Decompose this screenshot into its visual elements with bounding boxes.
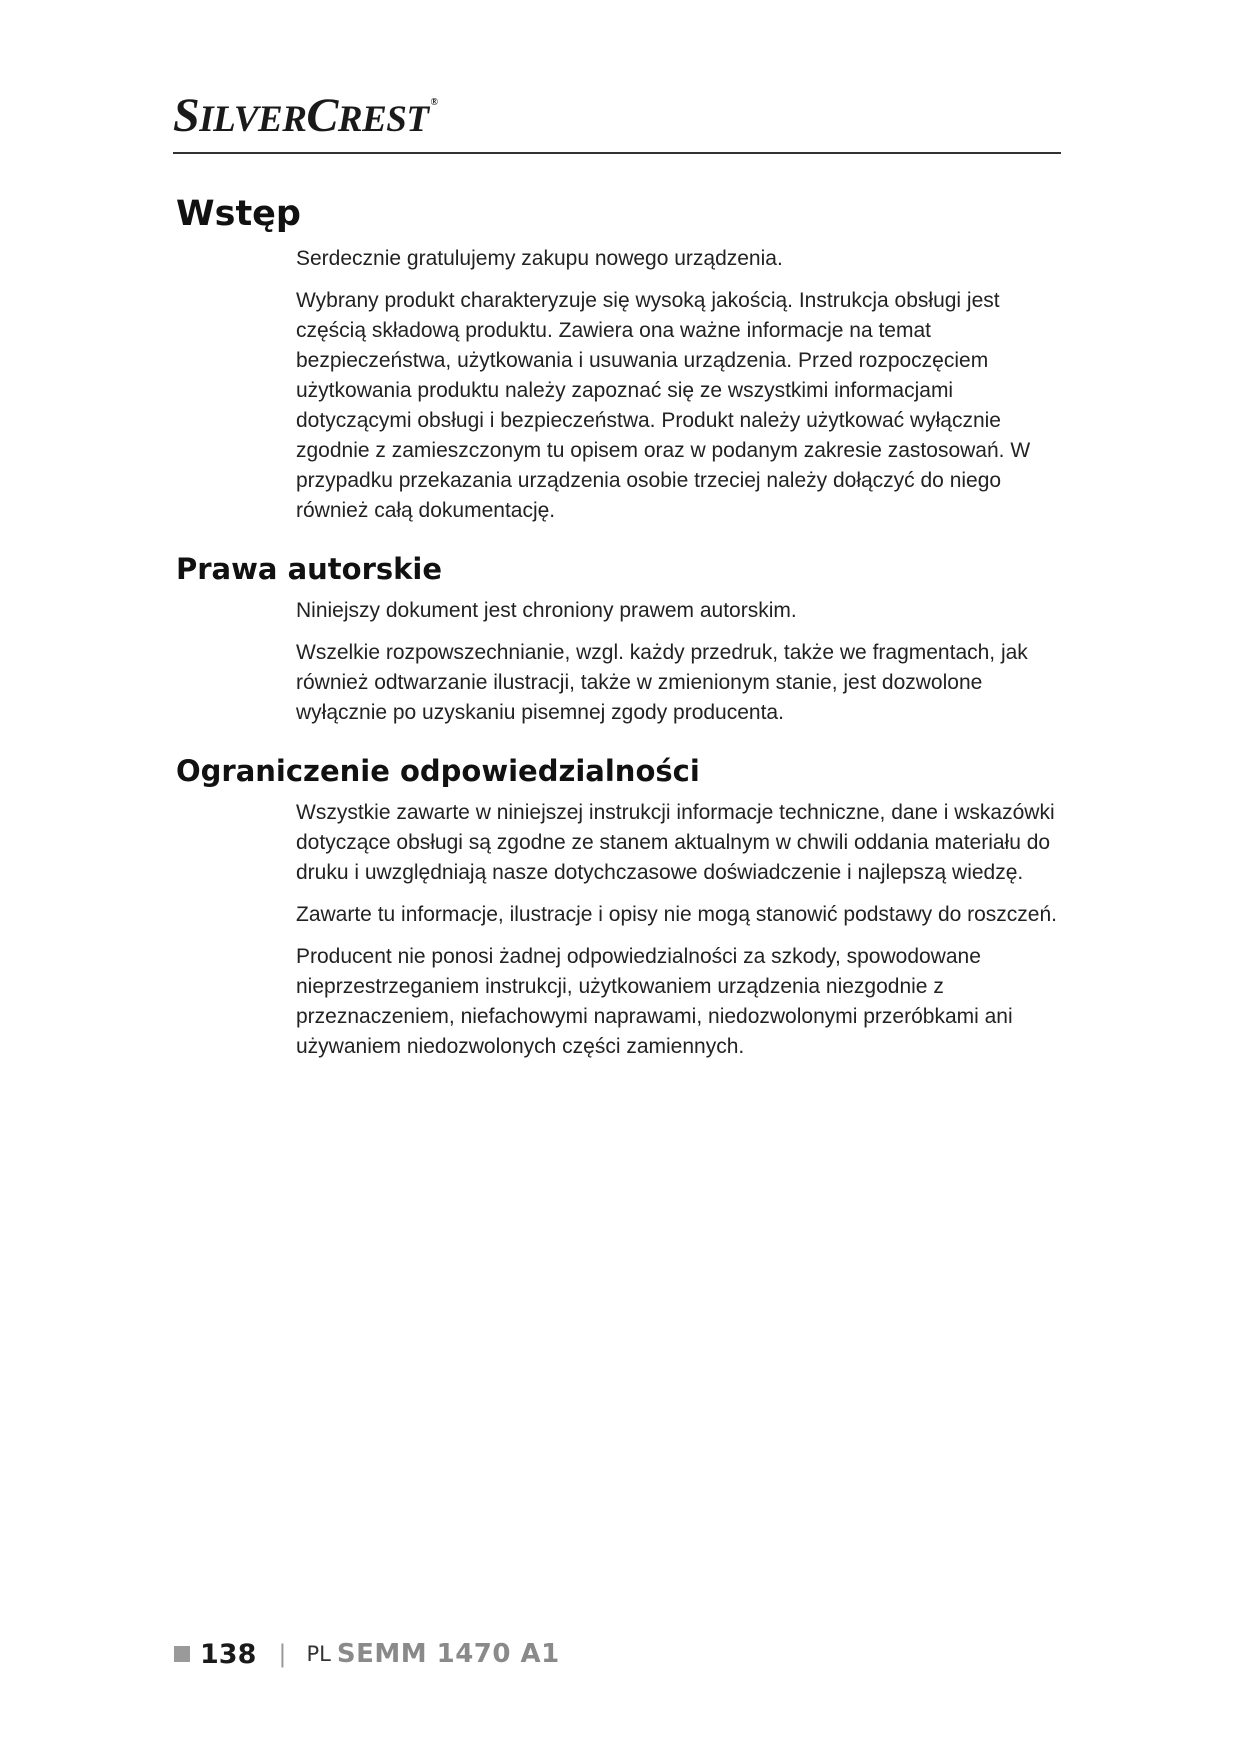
section-title: Prawa autorskie [176,552,443,586]
paragraph: Wszystkie zawarte w niniejszej instrukcji informacje techniczne, dane i wskazówki dotyczące obsługi są zgodne ze stanem aktualnym w chwili oddania materiału do druku i uwzględniają nasze dotychczasowe doświadczenie i najlepszą wiedzę. [296,801,1055,884]
section-liability [176,752,1076,1062]
header-divider [173,152,1061,154]
page-footer [174,1634,560,1674]
section-copyright [176,550,1076,728]
paragraph: Wszelkie rozpowszechnianie, wzgl. każdy przedruk, także we fragmentach, jak również odtwarzanie ilustracji, także w zmienionym stanie, jest dozwolone wyłącznie po uzyskaniu pisemnej zgody producenta. [296,641,1028,724]
section-title: Ograniczenie odpowiedzialności [176,754,700,788]
paragraph: Producent nie ponosi żadnej odpowiedzialności za szkody, spowodowane nieprzestrzeganiem instrukcji, użytkowaniem urządzenia niezgodnie z przeznaczeniem, niefachowymi naprawami, niedozwolonymi przeróbkami ani używaniem niedozwolonych części zamiennych. [296,945,1013,1058]
language-code: PL [306,1642,331,1666]
paragraph: Wybrany produkt charakteryzuje się wysoką jakością. Instrukcja obsługi jest częścią składową produktu. Zawiera ona ważne informacje na temat bezpieczeństwa, użytkowania i usuwania urządzenia. Przed rozpoczęciem użytkowania produktu należy zapoznać się ze wszystkimi informacjami dotyczącymi obsługi i bezpieczeństwa. Produkt należy użytkować wyłącznie zgodnie z zamieszczonym tu opisem oraz w podanym zakresie zastosowań. W przypadku przekazania urządzenia osobie trzeciej należy dołączyć do niego również całą dokumentację. [296,289,1031,522]
paragraph: Zawarte tu informacje, ilustracje i opisy nie mogą stanowić podstawy do roszczeń. [296,903,1058,926]
section-introduction [176,192,1076,526]
section-body [296,596,1066,728]
footer-separator: | [278,1640,287,1668]
section-body [296,244,1066,526]
page-content [176,192,1076,1086]
paragraph: Niniejszy dokument jest chroniony prawem autorskim. [296,599,797,622]
section-title: Wstęp [176,194,301,234]
footer-square-icon [174,1646,190,1662]
model-number: SEMM 1470 A1 [336,1639,560,1669]
silvercrest-logo: SILVERCREST ® [173,89,438,142]
section-body [296,798,1066,1062]
page-number: 138 [200,1638,257,1670]
paragraph: Serdecznie gratulujemy zakupu nowego urządzenia. [296,247,783,270]
